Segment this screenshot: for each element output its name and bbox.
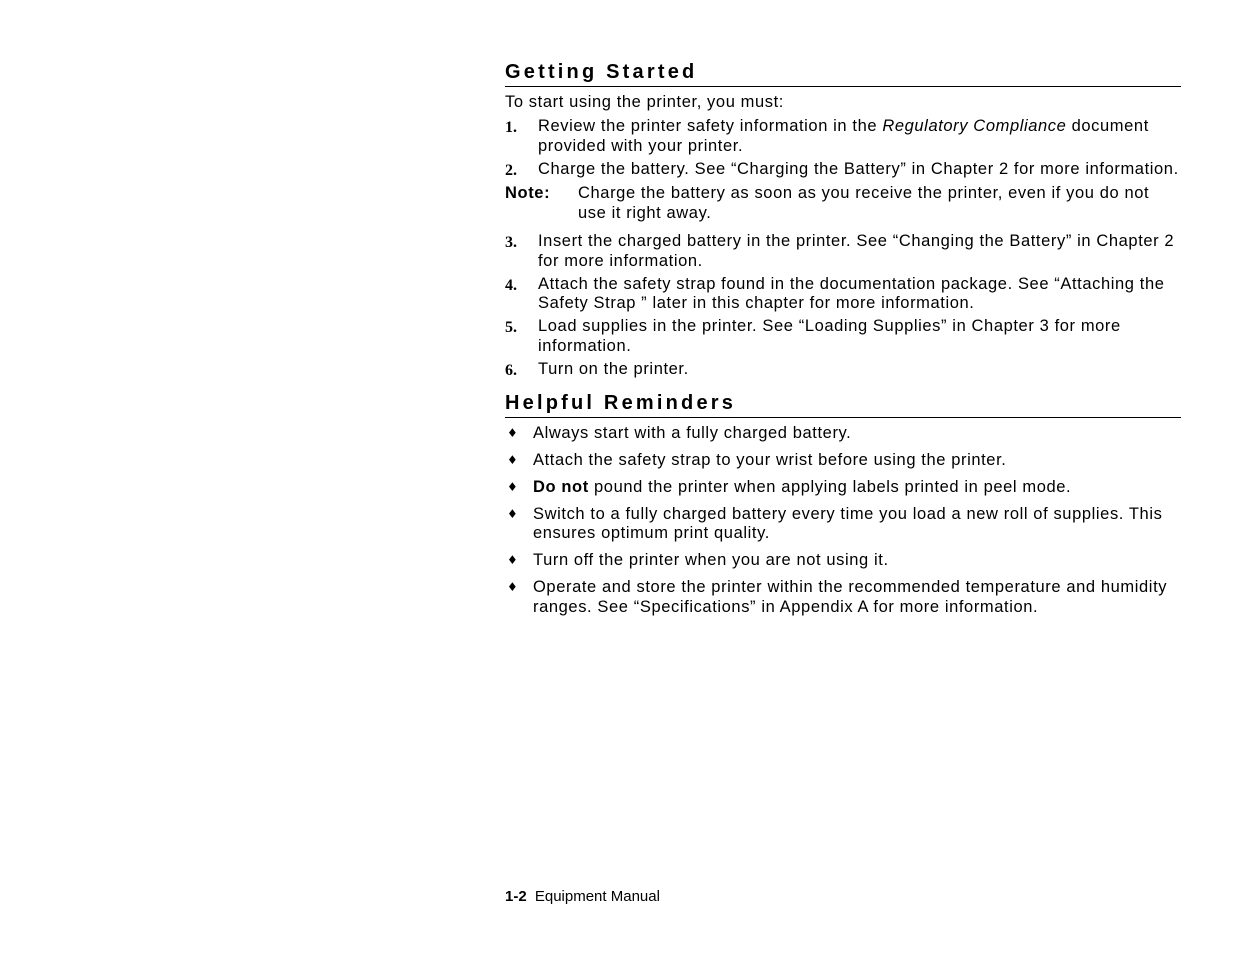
note-text: Charge the battery as soon as you receive the printer, even if you do not use it right away. <box>578 184 1150 222</box>
section-heading-helpful-reminders: Helpful Reminders <box>505 391 1181 418</box>
list-item <box>505 478 1181 498</box>
step-number: 1. <box>505 119 517 136</box>
list-item <box>505 578 1181 617</box>
note-label: Note: <box>505 184 551 202</box>
diamond-bullet-icon: ♦ <box>507 479 519 494</box>
step-text-italic: Regulatory Compliance <box>882 117 1067 135</box>
list-item-text: Operate and store the printer within the recommended temperature and humidity ranges. See “Specifications” in Appendix A for more information. <box>533 578 1168 616</box>
diamond-bullet-icon: ♦ <box>507 506 519 521</box>
step-text: Review the printer safety information in the <box>538 117 883 135</box>
diamond-bullet-icon: ♦ <box>507 580 519 594</box>
list-item <box>505 505 1181 544</box>
page-number: 1-2 <box>505 888 527 905</box>
footer-title: Equipment Manual <box>534 888 660 905</box>
diamond-bullet-icon: ♦ <box>507 452 519 467</box>
step-text: Turn on the printer. <box>538 359 689 378</box>
step-number: 6. <box>505 361 517 379</box>
step-text: Load supplies in the printer. See “Loading Supplies” in Chapter 3 for more information. <box>538 317 1121 355</box>
diamond-bullet-icon: ♦ <box>507 425 519 440</box>
step-text: Charge the battery. See “Charging the Battery” in Chapter 2 for more information. <box>538 159 1179 178</box>
list-item-text: Attach the safety strap to your wrist before using the printer. <box>533 450 1007 469</box>
list-item-text: Turn off the printer when you are not using it. <box>533 551 889 569</box>
note-block <box>505 184 1181 223</box>
step-number: 2. <box>505 161 517 179</box>
step-item <box>505 360 1181 380</box>
step-item <box>505 317 1181 356</box>
step-item <box>505 232 1181 271</box>
list-item-text: Switch to a fully charged battery every time you load a new roll of supplies. This ensures optimum print quality. <box>533 504 1163 542</box>
list-item <box>505 451 1181 471</box>
section-heading-getting-started: Getting Started <box>505 60 1181 87</box>
step-number: 5. <box>505 319 517 336</box>
step-item <box>505 117 1181 156</box>
section-spacer <box>505 383 1181 391</box>
step-number: 3. <box>505 234 517 251</box>
diamond-bullet-icon: ♦ <box>507 553 519 567</box>
list-item <box>505 424 1181 444</box>
step-text: document provided with your printer. <box>538 117 1149 155</box>
step-item <box>505 160 1181 180</box>
document-content <box>505 60 1181 625</box>
list-item <box>505 551 1181 571</box>
step-item <box>505 275 1181 314</box>
step-number: 4. <box>505 276 517 294</box>
page-footer <box>505 888 660 906</box>
intro-paragraph: To start using the printer, you must: <box>505 93 784 111</box>
step-text: Attach the safety strap found in the documentation package. See “Attaching the Safety Strap ” later in this chapter for more information. <box>538 274 1165 312</box>
list-item-text: pound the printer when applying labels printed in peel mode. <box>588 477 1072 496</box>
reminders-list <box>505 424 1181 618</box>
list-item-bold-text: Do not <box>533 477 589 496</box>
step-text: Insert the charged battery in the printer. See “Changing the Battery” in Chapter 2 for more information. <box>538 232 1175 270</box>
list-item-text: Always start with a fully charged battery. <box>533 423 852 442</box>
